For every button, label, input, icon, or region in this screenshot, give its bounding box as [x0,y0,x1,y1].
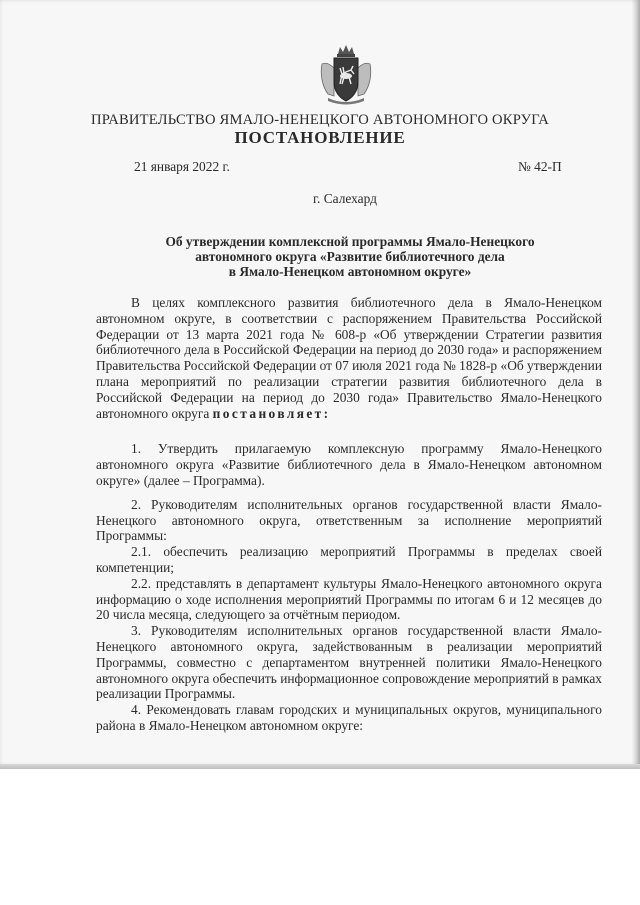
coat-of-arms-icon [318,44,374,106]
title-line: в Ямало-Ненецком автономном округе» [228,264,472,280]
document-body [96,295,602,734]
document-date: 21 января 2022 г. [134,159,230,174]
document-number: № 42-П [518,159,562,174]
preamble-text: В целях комплексного развития библиотечного дела в Ямало-Ненецком автономном округе, в соответствии с распоряжением Правительства Российской Федерации от 13 марта 2021 года № 608-р «Об утверждении Стратегии развития библиотечного дела в Российской Федерации на период до 2030 года» и распоряжением Правительства Российской Федерации от 07 июля 2021 года № 1828-р «Об утверждении плана мероприятий по реализации стратегии развития библиотечного дела в Российской Федерации на период до 2030 года» Правительство Ямало-Ненецкого автономного округа [96,295,602,421]
title-line: Об утверждении комплексной программы Ямало-Ненецкого [165,234,535,249]
page-shadow [632,0,640,768]
item-paragraph: 1. Утвердить прилагаемую комплексную программу Ямало-Ненецкого автономного округа «Развитие библиотечного дела в Ямало-Ненецком автономном округе» (далее – Программа). [96,441,602,488]
document-type: ПОСТАНОВЛЕНИЕ [234,128,406,147]
page-bottom-edge [0,764,640,769]
document-title [120,234,580,280]
government-name: ПРАВИТЕЛЬСТВО ЯМАЛО-НЕНЕЦКОГО АВТОНОМНОГО ОКРУГА [91,112,549,128]
item-paragraph: 3. Руководителям исполнительных органов государственной власти Ямало-Ненецкого автономного округа, задействованным в реализации мероприятий Программы, совместно с департаментом внутренней политики Ямало-Ненецкого автономного округа обеспечить информационное сопровождение мероприятий в рамках реализации Программы. [96,623,602,702]
document-city: г. Салехард [313,191,377,206]
item-paragraph: 2. Руководителям исполнительных органов государственной власти Ямало-Ненецкого автономного округа, ответственным за исполнение мероприятий Программы: [96,496,602,544]
title-line: автономного округа «Развитие библиотечного дела [195,249,505,265]
preamble-paragraph [96,295,602,421]
decree-word: постановляет: [212,405,331,421]
item-paragraph: 2.2. представлять в департамент культуры Ямало-Ненецкого автономного округа информацию о ходе исполнения мероприятий Программы по итогам 6 и 12 месяцев до 20 числа месяца, следующего за отчётным периодом. [96,575,602,623]
item-paragraph: 4. Рекомендовать главам городских и муниципальных округов, муниципального района в Ямало-Ненецком автономном округе: [96,702,602,733]
item-paragraph: 2.1. обеспечить реализацию мероприятий Программы в пределах своей компетенции; [96,544,602,575]
